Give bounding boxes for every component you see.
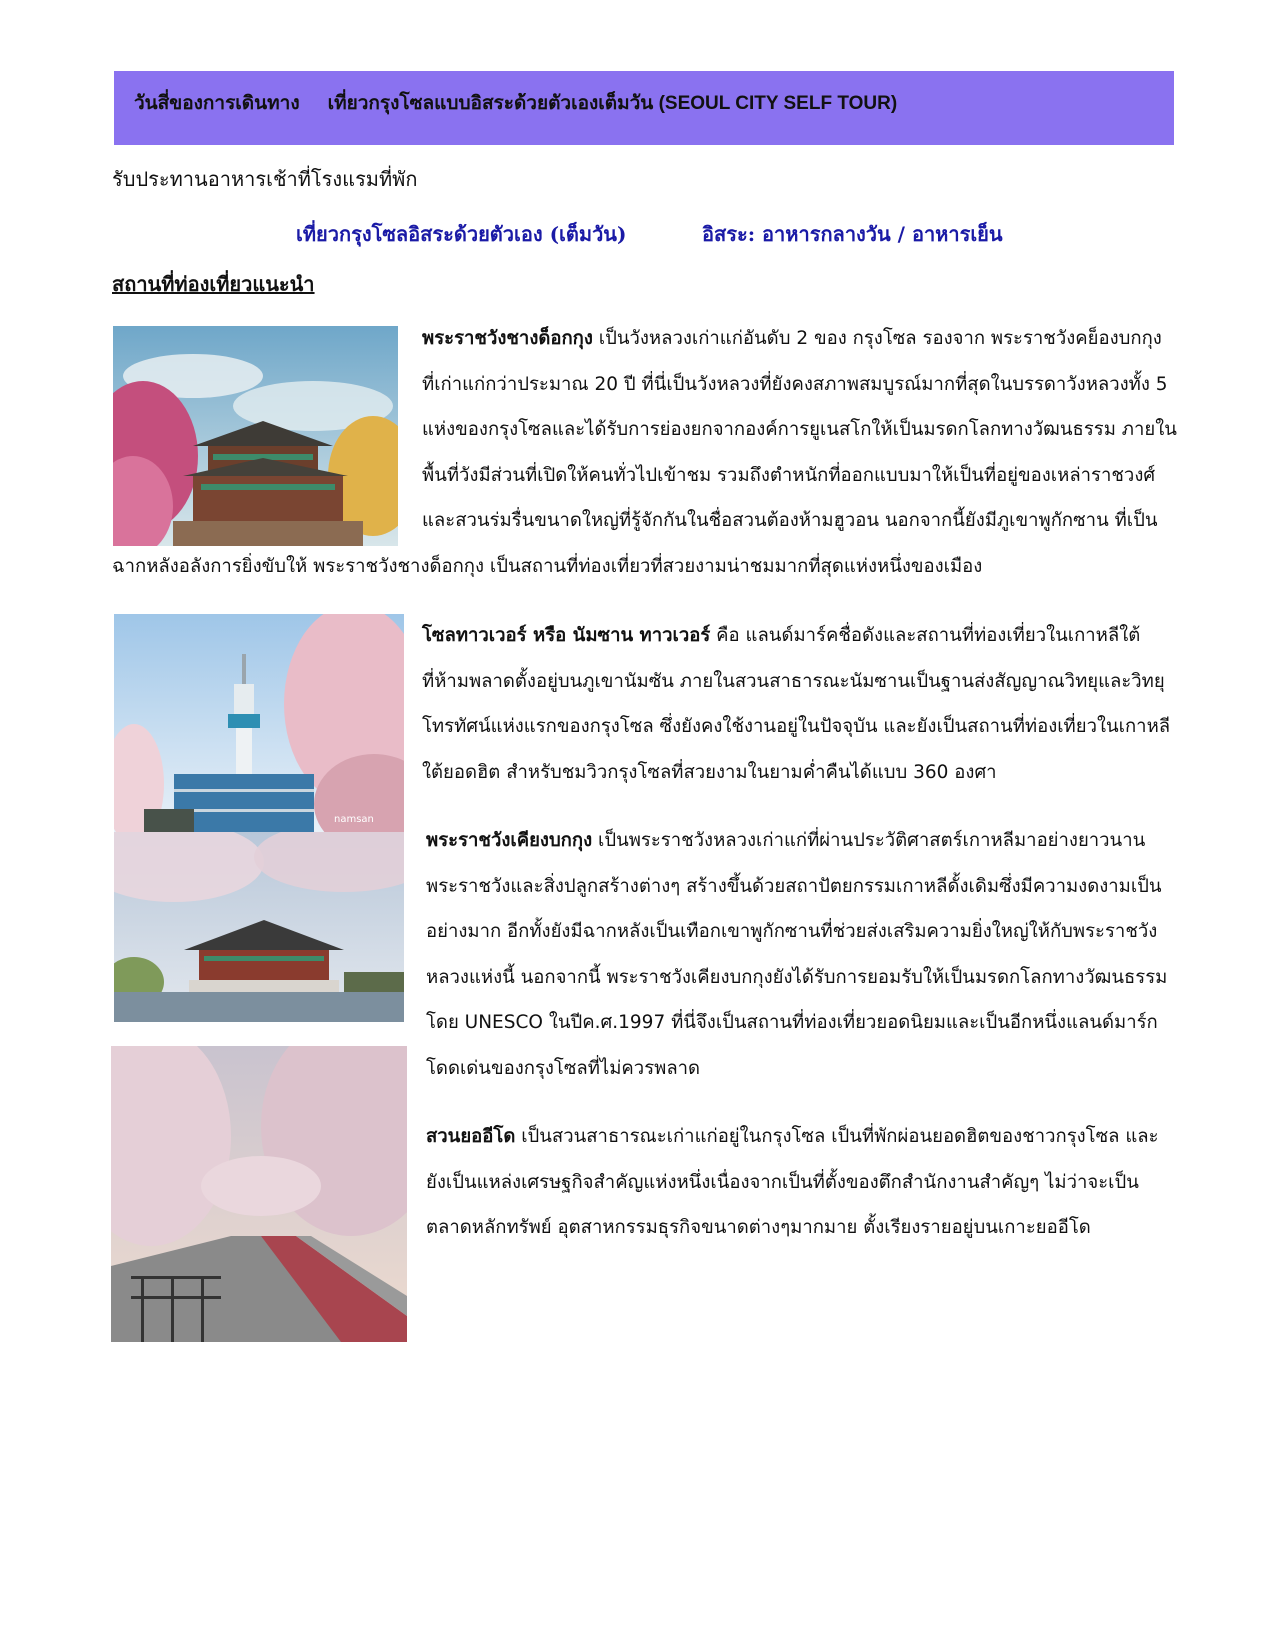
changdeokgung-photo — [113, 326, 398, 546]
attraction-line: พระราชวังเคียงบกกุง เป็นพระราชวังหลวงเก่าแก่ที่ผ่านประวัติศาสตร์เกาหลีมาอย่างยาวนาน — [426, 830, 1146, 851]
breakfast-note: รับประทานอาหารเช้าที่โรงแรมที่พัก — [112, 167, 418, 191]
attraction-name: พระราชวังเคียงบกกุง — [426, 830, 593, 851]
tour-line-left: เที่ยวกรุงโซลอิสระด้วยตัวเอง (เต็มวัน) — [296, 222, 627, 246]
attraction-line: ตลาดหลักทรัพย์ อุตสาหกรรมธุรกิจขนาดต่างๆมากมาย ตั้งเรียงรายอยู่บนเกาะยออีโด — [426, 1217, 1091, 1238]
attraction-gyeongbokgung — [426, 818, 1167, 1091]
section-heading: สถานที่ท่องเที่ยวแนะนำ — [112, 272, 315, 296]
attraction-name: โซลทาวเวอร์ หรือ นัมซาน ทาวเวอร์ — [422, 625, 711, 646]
attraction-line: โดย UNESCO ในปีค.ศ.1997 ที่นี่จึงเป็นสถานที่ท่องเที่ยวยอดนิยมและเป็นอีกหนึ่งแลนด์มาร์ก — [426, 1012, 1158, 1033]
attraction-line: และสวนร่มรื่นขนาดใหญ่ที่รู้จักกันในชื่อสวนต้องห้ามฮูวอน นอกจากนี้ยังมีภูเขาพูกักซาน ที่เป็น — [422, 510, 1158, 531]
photo-watermark: namsan — [334, 814, 374, 825]
attraction-seoul-tower — [422, 613, 1170, 795]
seoul-tower-photo — [114, 614, 404, 832]
day-label: วันสี่ของการเดินทาง — [134, 93, 300, 114]
attraction-changdeokgung — [422, 316, 1177, 544]
attraction-line: ใต้ยอดฮิต สำหรับชมวิวกรุงโซลที่สวยงามในยามค่ำคืนได้แบบ 360 องศา — [422, 761, 997, 783]
attraction-line: พระราชวังและสิ่งปลูกสร้างต่างๆ สร้างขึ้นด้วยสถาปัตยกรรมเกาหลีดั้งเดิมซึ่งมีความงดงามเป็น — [426, 875, 1162, 897]
attraction-name: สวนยออีโด — [426, 1126, 516, 1147]
attraction-name: พระราชวังชางด็อกกุง — [422, 328, 593, 349]
yeouido-park-photo — [111, 1046, 407, 1342]
attraction-yeouido-park — [426, 1114, 1159, 1251]
gyeongbokgung-photo — [114, 832, 404, 1022]
attraction-line: ฉากหลังอลังการยิ่งขับให้ พระราชวังชางด็อกกุง เป็นสถานที่ท่องเที่ยวที่สวยงามน่าชมมากที่สุดแห่งหนึ่งของเมือง — [112, 556, 983, 577]
attraction-line: พื้นที่วังมีส่วนที่เปิดให้คนทั่วไปเข้าชม รวมถึงตำหนักที่ออกแบบมาให้เป็นที่อยู่ของเหล่าราชวงศ์ — [422, 464, 1156, 486]
attraction-line: โซลทาวเวอร์ หรือ นัมซาน ทาวเวอร์ คือ แลนด์มาร์คชื่อดังและสถานที่ท่องเที่ยวในเกาหลีใต้ — [422, 625, 1141, 646]
attraction-line: พระราชวังชางด็อกกุง เป็นวังหลวงเก่าแก่อันดับ 2 ของ กรุงโซล รองจาก พระราชวังคย็องบกกุง — [422, 328, 1162, 349]
attraction-line: โดดเด่นของกรุงโซลที่ไม่ควรพลาด — [426, 1057, 701, 1079]
attraction-line: สวนยออีโด เป็นสวนสาธารณะเก่าแก่อยู่ในกรุงโซล เป็นที่พักผ่อนยอดฮิตของชาวกรุงโซล และ — [426, 1126, 1159, 1147]
attraction-line: ที่เก่าแก่กว่าประมาณ 20 ปี ที่นี่เป็นวังหลวงที่ยังคงสภาพสมบูรณ์มากที่สุดในบรรดาวังหลวงทั้ง 5 — [422, 373, 1168, 395]
day-title: เที่ยวกรุงโซลแบบอิสระด้วยตัวเองเต็มวัน (SEOUL CITY SELF TOUR) — [327, 93, 898, 114]
attraction-line: ยังเป็นแหล่งเศรษฐกิจสำคัญแห่งหนึ่งเนื่องจากเป็นที่ตั้งของตึกสำนักงานสำคัญๆ ไม่ว่าจะเป็น — [426, 1171, 1139, 1193]
attraction-line: อย่างมาก อีกทั้งยังมีฉากหลังเป็นเทือกเขาพูกักซานที่ช่วยส่งเสริมความยิ่งใหญ่ให้กับพระราชวัง — [426, 921, 1158, 942]
attraction-line: ที่ห้ามพลาดตั้งอยู่บนภูเขานัมซัน ภายในสวนสาธารณะนัมซานเป็นฐานส่งสัญญาณวิทยุและวิทยุ — [422, 670, 1165, 692]
attraction-line: หลวงแห่งนี้ นอกจากนี้ พระราชวังเคียงบกกุงยังได้รับการยอมรับให้เป็นมรดกโลกทางวัฒนธรรม — [426, 966, 1168, 988]
attraction-line: โทรทัศน์แห่งแรกของกรุงโซล ซึ่งยังคงใช้งานอยู่ในปัจจุบัน และยังเป็นสถานที่ท่องเที่ยวในเกาหลี — [422, 716, 1171, 737]
tour-line-right: อิสระ: อาหารกลางวัน / อาหารเย็น — [702, 222, 1003, 246]
day-header — [134, 88, 897, 118]
attraction-line: แห่งของกรุงโซลและได้รับการย่องยกจากองค์การยูเนสโกให้เป็นมรดกโลกทางวัฒนธรรม ภายใน — [422, 419, 1177, 440]
